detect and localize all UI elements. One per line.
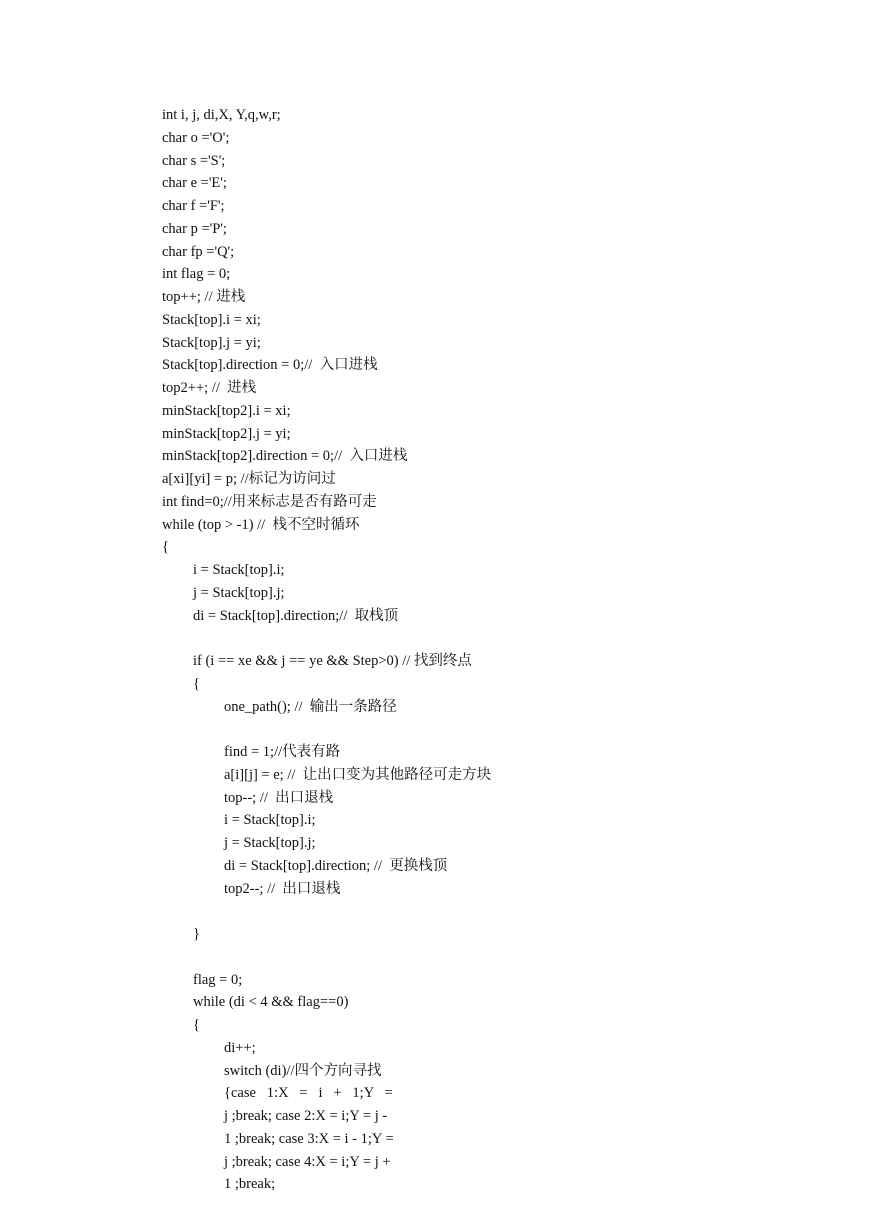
- code-line: top2++; // 进栈: [162, 380, 257, 396]
- code-line: a[xi][yi] = p; //标记为访问过: [162, 471, 336, 487]
- code-line: top2--; // 出口退栈: [224, 880, 341, 897]
- code-line: 1 ;break;: [224, 1176, 276, 1193]
- code-line: Stack[top].j = yi;: [162, 334, 261, 351]
- code-line: {: [193, 675, 200, 692]
- code-line: char e ='E';: [162, 175, 227, 192]
- code-line: di = Stack[top].direction;// 取栈顶: [193, 607, 399, 624]
- code-line: int flag = 0;: [162, 266, 231, 283]
- code-line: char f ='F';: [162, 198, 225, 214]
- code-line: top++; // 进栈: [162, 289, 246, 305]
- code-line: char o ='O';: [162, 129, 230, 146]
- code-line: Stack[top].i = xi;: [162, 311, 261, 328]
- code-line: if (i == xe && j == ye && Step>0) // 找到终点: [193, 653, 472, 669]
- code-line: while (di < 4 && flag==0): [193, 994, 349, 1011]
- code-line: j ;break; case 4:X = i;Y = j +: [224, 1153, 391, 1170]
- code-line: int find=0;//用来标志是否有路可走: [162, 493, 377, 510]
- code-line: 1 ;break; case 3:X = i - 1;Y =: [224, 1130, 394, 1147]
- code-line: j = Stack[top].j;: [193, 584, 285, 601]
- code-line: j ;break; case 2:X = i;Y = j -: [224, 1108, 388, 1124]
- code-line: char s ='S';: [162, 152, 226, 169]
- code-line: a[i][j] = e; // 让出口变为其他路径可走方块: [224, 766, 492, 783]
- code-line: {: [193, 1017, 200, 1033]
- code-line: }: [193, 926, 200, 942]
- code-line: one_path(); // 输出一条路径: [224, 698, 397, 715]
- code-line: minStack[top2].i = xi;: [162, 402, 291, 419]
- code-line: int i, j, di,X, Y,q,w,r;: [162, 107, 281, 123]
- code-line: find = 1;//代表有路: [224, 744, 341, 760]
- code-line: di++;: [224, 1039, 256, 1056]
- code-line: flag = 0;: [193, 971, 243, 988]
- code-line: while (top > -1) // 栈不空时循环: [162, 516, 360, 533]
- code-line: i = Stack[top].i;: [193, 562, 285, 578]
- code-line: char fp ='Q';: [162, 243, 235, 260]
- code-line: minStack[top2].j = yi;: [162, 425, 291, 442]
- code-line: top--; // 出口退栈: [224, 789, 334, 806]
- code-line: Stack[top].direction = 0;// 入口进栈: [162, 357, 378, 374]
- code-line: switch (di)//四个方向寻找: [224, 1062, 382, 1079]
- code-line: i = Stack[top].i;: [224, 812, 316, 829]
- code-line: j = Stack[top].j;: [224, 835, 316, 851]
- code-line: char p ='P';: [162, 220, 227, 237]
- code-line: {: [162, 539, 169, 556]
- code-line: di = Stack[top].direction; // 更换栈顶: [224, 857, 448, 874]
- code-line: minStack[top2].direction = 0;// 入口进栈: [162, 448, 408, 465]
- code-line: {case 1:X = i + 1;Y =: [224, 1085, 393, 1102]
